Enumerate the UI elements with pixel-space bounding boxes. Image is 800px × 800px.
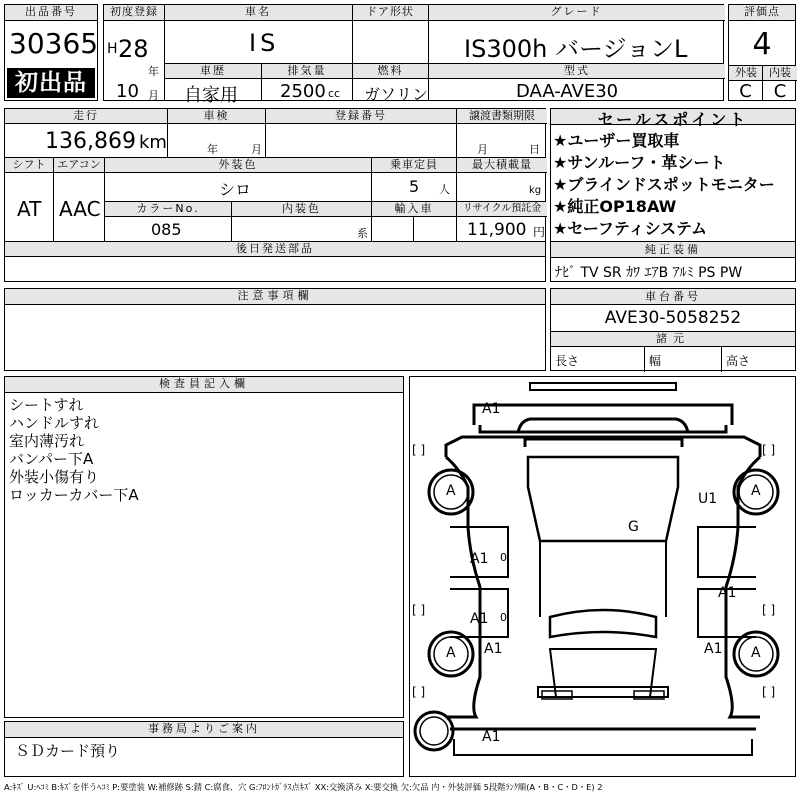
inspector-remark: ロッカーカバー下A [9, 486, 139, 504]
displacement-unit: cc [328, 87, 341, 100]
year-unit: 年 [148, 65, 159, 78]
displacement: 2500 [280, 81, 326, 102]
reg-month: 10 [116, 81, 139, 102]
car-name: IS [249, 29, 280, 57]
load-unit: kg [529, 185, 542, 196]
lot-number-box [4, 4, 98, 101]
interior-label: 内装 [763, 66, 797, 81]
bracket-right-mid: [ ] [762, 603, 776, 617]
import-label: 輸入車 [372, 202, 456, 217]
mark-left-front-door: A1 [470, 551, 489, 567]
lot-number-label: 出品番号 [5, 5, 97, 21]
interior-grade: C [773, 81, 787, 102]
grade-label: グレード [428, 5, 725, 21]
mark-wheel-rr: A [751, 645, 761, 661]
ac: AAC [59, 197, 101, 221]
history-label: 車歴 [165, 64, 261, 79]
sales-point-item: ★純正OP18AW [553, 197, 677, 216]
inspection-month-unit: 月 [251, 143, 262, 156]
mark-wheel-rl: A [446, 645, 456, 661]
interior-color-unit: 系 [357, 227, 368, 240]
mark-left-rear-fender: A1 [484, 641, 503, 657]
recycle-label: リサイクル預託金 [457, 202, 547, 217]
displacement-label: 排気量 [262, 64, 352, 79]
inspector-remark: シートすれ [9, 396, 84, 414]
inspection-label: 車検 [168, 109, 265, 124]
mark-rear-bumper: A1 [482, 729, 501, 745]
chassis-label: 車台番号 [551, 289, 795, 305]
sales-point-item: ★ユーザー買取車 [553, 131, 680, 150]
equipment-item: SR [603, 265, 622, 281]
reg-year: 28 [118, 35, 149, 63]
transfer-day-unit: 日 [529, 143, 540, 156]
mileage-unit: km [139, 132, 167, 153]
first-reg-label: 初度登録 [104, 5, 164, 21]
equipment-item: ｱﾙﾐ [672, 265, 694, 281]
recycle-unit: 円 [533, 225, 546, 239]
bracket-left-front: [ ] [412, 443, 426, 457]
inspector-remark: バンパー下A [9, 450, 94, 468]
car-name-label: 車名 [164, 5, 352, 21]
transfer-label: 譲渡書類期限 [457, 109, 547, 124]
fuel-label: 燃料 [353, 64, 428, 79]
mileage: 136,869 [45, 129, 136, 154]
mark-front-bumper: A1 [482, 401, 501, 417]
length-label: 長さ [555, 354, 580, 368]
capacity-label: 乗車定員 [372, 158, 456, 173]
inspector-label: 検査員記入欄 [5, 377, 403, 393]
first-listing-badge: 初出品 [7, 68, 95, 98]
equipment-label: 純正装備 [551, 242, 795, 258]
legend: A:ｷｽﾞ U:ﾍｺﾐ B:ｷｽﾞを伴うﾍｺﾐ P:要塗装 W:補修跡 S:錆 C:腐食、穴 G:ﾌﾛﾝﾄｶﾞﾗｽ点ｷｽﾞ XX:交換済み X:要交換 欠:欠品 内・外装評価 5段階ﾗﾝｸ順(A・B・C・D・E) 2 [4, 782, 603, 792]
door-label: ドア形状 [352, 5, 428, 21]
office-label: 事務局よりご案内 [5, 722, 403, 738]
equipment-item: ｶﾜ [626, 265, 641, 281]
notes-label: 注意事項欄 [5, 289, 545, 305]
bracket-left-mid: [ ] [412, 603, 426, 617]
mark-right-rear-fender: A1 [704, 641, 723, 657]
month-unit: 月 [148, 89, 159, 102]
inspector-box [4, 376, 404, 718]
equipment-item: TV [580, 265, 599, 281]
vehicle-diagram [409, 376, 796, 777]
shift: AT [17, 197, 42, 221]
specs-label: 諸元 [551, 332, 795, 347]
color-no: 085 [151, 220, 182, 239]
equipment-item: ﾅﾋﾞ [555, 265, 576, 281]
exterior-label: 外装 [729, 66, 763, 81]
chassis-number: AVE30-5058252 [604, 308, 742, 328]
mark-wheel-fl: A [446, 483, 456, 499]
model-label: 型式 [429, 64, 725, 79]
mark-right-mirror: U1 [698, 491, 718, 507]
equipment-item: ｴｱB [644, 265, 669, 281]
bracket-right-rear: [ ] [762, 685, 776, 699]
mark-windshield: G [628, 519, 639, 535]
recycle: 11,900 [467, 220, 527, 240]
exterior-color: シロ [219, 180, 252, 199]
capacity-unit: 人 [439, 183, 450, 196]
mileage-label: 走行 [5, 109, 167, 124]
mark-left-rear-door-zero: 0 [500, 611, 507, 624]
ac-label: エアコン [54, 158, 104, 173]
inspector-remark: ハンドルすれ [9, 414, 100, 432]
width-label: 幅 [649, 354, 662, 368]
car-outline [410, 377, 797, 778]
notes-box [4, 288, 546, 371]
mark-left-rear-door: A1 [470, 611, 489, 627]
mark-left-front-door-zero: 0 [500, 551, 507, 564]
sales-point-item: ★ブラインドスポットモニター [553, 175, 775, 194]
registration-row [103, 4, 724, 106]
capacity: 5 [409, 177, 420, 196]
fuel: ガソリン [364, 85, 429, 104]
load-label: 最大積載量 [457, 158, 547, 173]
later-parts-label: 後日発送部品 [5, 242, 545, 257]
equipment-box [550, 241, 796, 282]
score-label: 評価点 [729, 5, 795, 21]
equipment-item: PS [698, 265, 716, 281]
interior-color-label: 内装色 [232, 202, 371, 217]
office-box [4, 721, 404, 777]
mark-right-rear-door: A1 [718, 585, 737, 601]
bracket-right-front: [ ] [762, 443, 776, 457]
score-box [728, 4, 796, 101]
office-note: ＳＤカード預り [15, 742, 121, 760]
later-parts-box [4, 241, 546, 282]
color-label: 外装色 [105, 158, 371, 173]
inspection-year-unit: 年 [207, 143, 218, 156]
color-no-label: カラーNo. [105, 202, 231, 217]
sales-points-box [550, 108, 796, 242]
exterior-grade: C [739, 81, 752, 102]
vehicle-info-box [4, 108, 546, 242]
sales-points-label: セールスポイント [551, 109, 795, 125]
sales-point-item: ★サンルーフ・革シート [553, 153, 726, 172]
inspector-remark: 外装小傷有り [9, 468, 100, 486]
sales-point-item: ★セーフティシステム [553, 219, 708, 238]
inspector-remark: 室内薄汚れ [9, 432, 85, 450]
model-code: DAA-AVE30 [516, 81, 619, 102]
history: 自家用 [184, 85, 238, 106]
score: 4 [752, 27, 772, 62]
era: H [107, 41, 118, 57]
equipment-item: PW [719, 265, 743, 281]
height-label: 高さ [726, 354, 751, 368]
lot-number: 30365 [9, 27, 99, 60]
transfer-month-unit: 月 [477, 143, 488, 156]
bracket-left-rear: [ ] [412, 685, 426, 699]
grade: IS300h バージョンL [464, 35, 688, 63]
registration-label: 登録番号 [266, 109, 456, 124]
chassis-box [550, 288, 796, 371]
shift-label: シフト [5, 158, 53, 173]
mark-wheel-fr: A [751, 483, 761, 499]
